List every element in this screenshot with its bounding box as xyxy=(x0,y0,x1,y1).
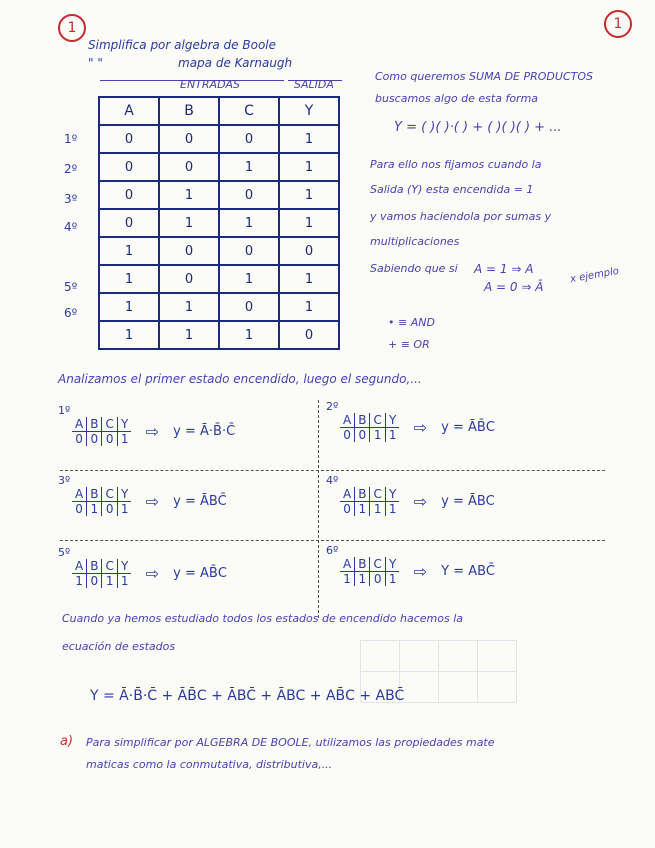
implies-arrow-icon: ⇨ xyxy=(145,564,160,583)
cell: 0 xyxy=(159,125,219,153)
row-label: 1º xyxy=(64,132,78,146)
table-row xyxy=(99,209,339,237)
ghost-cell xyxy=(400,641,439,672)
cell: Y xyxy=(385,557,399,572)
state-table xyxy=(72,559,131,588)
note-line-5: y vamos haciendola por sumas y xyxy=(370,210,552,223)
cell: 1 xyxy=(72,574,87,589)
divider-horizontal-1 xyxy=(60,470,605,471)
cell: 1 xyxy=(370,428,385,443)
cell: Y xyxy=(117,417,131,432)
title-line-2: mapa de Karnaugh xyxy=(178,56,293,70)
cell: 1 xyxy=(370,502,385,517)
cell: Y xyxy=(385,487,399,502)
note-line-7: Sabiendo que si xyxy=(370,262,458,275)
state-equation: Y = Ā·B̄·C̄ + ĀB̄C + ĀBC̄ + ĀBC + AB̄C + ABC̄ xyxy=(90,688,405,704)
note-or: + ≡ OR xyxy=(388,338,430,351)
cell: 1 xyxy=(219,265,279,293)
cell: B xyxy=(355,413,370,428)
cell: 1 xyxy=(279,265,339,293)
cell: 1 xyxy=(355,572,370,587)
inputs-bracket xyxy=(100,80,284,81)
table-row xyxy=(99,125,339,153)
cell: 1 xyxy=(279,209,339,237)
state-table xyxy=(72,487,131,516)
title-line-2-quotes: " " xyxy=(88,56,103,70)
cell: 0 xyxy=(279,321,339,349)
state-result: y = ĀB̄C xyxy=(441,420,495,435)
cell: 1 xyxy=(159,181,219,209)
row-label: 5º xyxy=(64,280,78,294)
implies-arrow-icon: ⇨ xyxy=(145,422,160,441)
page-number-right xyxy=(604,10,632,38)
cell: 0 xyxy=(102,502,117,517)
page-number-left xyxy=(58,14,86,42)
state-number: 5º xyxy=(58,546,71,559)
cell: A xyxy=(72,417,87,432)
cell: 0 xyxy=(340,428,355,443)
cell: 1 xyxy=(355,502,370,517)
state-table xyxy=(340,487,399,516)
state-table xyxy=(340,413,399,442)
implies-arrow-icon: ⇨ xyxy=(145,492,160,511)
cell: C xyxy=(102,417,117,432)
output-label: SALIDA xyxy=(294,78,334,91)
cell: 0 xyxy=(72,432,87,447)
cell: 1 xyxy=(159,293,219,321)
cell: 0 xyxy=(355,428,370,443)
conclusion-line-2: ecuación de estados xyxy=(62,640,176,653)
part-a-label: a) xyxy=(60,734,74,749)
state-1 xyxy=(58,404,235,446)
cell: 0 xyxy=(370,572,385,587)
table-row xyxy=(99,265,339,293)
cell: 1 xyxy=(279,181,339,209)
note-formula: Y = ( )( )·( ) + ( )( )( ) + ... xyxy=(394,120,562,135)
implies-arrow-icon: ⇨ xyxy=(413,562,428,581)
cell: A xyxy=(340,413,355,428)
page-number-left-text: 1 xyxy=(67,20,77,36)
cell: A xyxy=(72,559,87,574)
cell: 0 xyxy=(219,293,279,321)
table-row xyxy=(99,237,339,265)
cell: 1 xyxy=(219,321,279,349)
row-label: 6º xyxy=(64,306,78,320)
cell: 1 xyxy=(388,572,397,586)
cell: C xyxy=(102,487,117,502)
analysis-title: Analizamos el primer estado encendido, luego el segundo,... xyxy=(58,372,422,386)
page-number-right-text: 1 xyxy=(613,16,623,32)
implies-arrow-icon: ⇨ xyxy=(413,492,428,511)
cell: 1 xyxy=(120,574,129,588)
cell: A xyxy=(340,557,355,572)
ghost-cell xyxy=(478,672,517,703)
col-header-c: C xyxy=(219,97,279,125)
note-line-2: buscamos algo de esta forma xyxy=(375,92,539,105)
note-example: x ejemplo xyxy=(569,265,620,286)
cell: 1 xyxy=(340,572,355,587)
cell: 0 xyxy=(219,181,279,209)
truth-table-header xyxy=(99,97,339,125)
cell: 1 xyxy=(102,574,117,589)
state-5 xyxy=(58,546,227,588)
cell: 0 xyxy=(159,153,219,181)
note-line-1: Como queremos SUMA DE PRODUCTOS xyxy=(375,70,593,83)
divider-horizontal-2 xyxy=(60,540,605,541)
part-a-line-1: Para simplificar por ALGEBRA DE BOOLE, utilizamos las propiedades mate xyxy=(86,736,495,749)
row-label: 4º xyxy=(64,220,78,234)
cell: 0 xyxy=(99,153,159,181)
cell: 1 xyxy=(388,502,397,516)
state-4 xyxy=(326,474,495,516)
cell: 0 xyxy=(279,237,339,265)
note-cond-2: A = 0 ⇒ Ā xyxy=(484,280,544,294)
cell: C xyxy=(370,413,385,428)
cell: 1 xyxy=(279,293,339,321)
table-row xyxy=(99,321,339,349)
row-label: 3º xyxy=(64,192,78,206)
truth-table xyxy=(98,96,340,350)
cell: 1 xyxy=(120,432,129,446)
cell: C xyxy=(102,559,117,574)
cell: B xyxy=(355,487,370,502)
ghost-cell xyxy=(478,641,517,672)
conclusion-line-1: Cuando ya hemos estudiado todos los estados de encendido hacemos la xyxy=(62,612,464,625)
state-number: 3º xyxy=(58,474,71,487)
table-row xyxy=(99,181,339,209)
output-bracket xyxy=(288,80,342,81)
state-number: 4º xyxy=(326,474,339,487)
col-header-a: A xyxy=(99,97,159,125)
note-line-3: Para ello nos fijamos cuando la xyxy=(370,158,542,171)
cell: 1 xyxy=(219,209,279,237)
inputs-label: ENTRADAS xyxy=(180,78,241,91)
cell: 0 xyxy=(219,125,279,153)
cell: C xyxy=(370,487,385,502)
cell: 0 xyxy=(102,432,117,447)
state-result: y = Ā·B̄·C̄ xyxy=(173,424,236,439)
cell: 0 xyxy=(340,502,355,517)
cell: 1 xyxy=(120,502,129,516)
cell: 1 xyxy=(87,502,102,517)
cell: A xyxy=(340,487,355,502)
cell: 1 xyxy=(99,237,159,265)
cell: 0 xyxy=(72,502,87,517)
cell: 0 xyxy=(99,125,159,153)
table-row xyxy=(99,153,339,181)
implies-arrow-icon: ⇨ xyxy=(413,418,428,437)
cell: A xyxy=(72,487,87,502)
state-table xyxy=(340,557,399,586)
cell: B xyxy=(87,487,102,502)
state-3 xyxy=(58,474,227,516)
cell: 1 xyxy=(279,125,339,153)
state-result: y = ĀBC̄ xyxy=(173,494,227,509)
table-row xyxy=(99,293,339,321)
cell: 0 xyxy=(87,432,102,447)
cell: 1 xyxy=(99,265,159,293)
part-a-line-2: maticas como la conmutativa, distributiva,... xyxy=(86,758,333,771)
state-result: y = AB̄C xyxy=(173,566,227,581)
row-label: 2º xyxy=(64,162,78,176)
note-cond-1: A = 1 ⇒ A xyxy=(474,262,534,276)
cell: 1 xyxy=(219,153,279,181)
state-number: 6º xyxy=(326,544,339,557)
state-2 xyxy=(326,400,495,442)
cell: C xyxy=(370,557,385,572)
divider-vertical xyxy=(318,400,319,618)
note-and: • ≡ AND xyxy=(388,316,435,329)
state-6 xyxy=(326,544,495,586)
cell: 1 xyxy=(99,321,159,349)
state-number: 1º xyxy=(58,404,71,417)
state-result: Y = ABC̄ xyxy=(441,564,495,579)
cell: 0 xyxy=(99,181,159,209)
cell: 0 xyxy=(219,237,279,265)
note-line-6: multiplicaciones xyxy=(370,235,460,248)
ghost-cell xyxy=(439,672,478,703)
state-number: 2º xyxy=(326,400,339,413)
bleed-through xyxy=(440,30,444,44)
ghost-cell xyxy=(439,641,478,672)
col-header-y: Y xyxy=(279,97,339,125)
cell: 0 xyxy=(99,209,159,237)
cell: 1 xyxy=(159,321,219,349)
cell: Y xyxy=(385,413,399,428)
cell: B xyxy=(87,417,102,432)
cell: Y xyxy=(117,487,131,502)
state-table xyxy=(72,417,131,446)
note-line-4: Salida (Y) esta encendida = 1 xyxy=(370,183,534,196)
col-header-b: B xyxy=(159,97,219,125)
cell: 1 xyxy=(279,153,339,181)
state-result: y = ĀBC xyxy=(441,494,495,509)
cell: 1 xyxy=(99,293,159,321)
cell: 0 xyxy=(159,237,219,265)
cell: 1 xyxy=(159,209,219,237)
ghost-cell xyxy=(361,641,400,672)
cell: B xyxy=(355,557,370,572)
cell: 0 xyxy=(159,265,219,293)
cell: Y xyxy=(117,559,131,574)
title-line-1: Simplifica por algebra de Boole xyxy=(88,38,277,52)
cell: 0 xyxy=(87,574,102,589)
cell: B xyxy=(87,559,102,574)
ghost-cell xyxy=(400,672,439,703)
cell: 1 xyxy=(388,428,397,442)
